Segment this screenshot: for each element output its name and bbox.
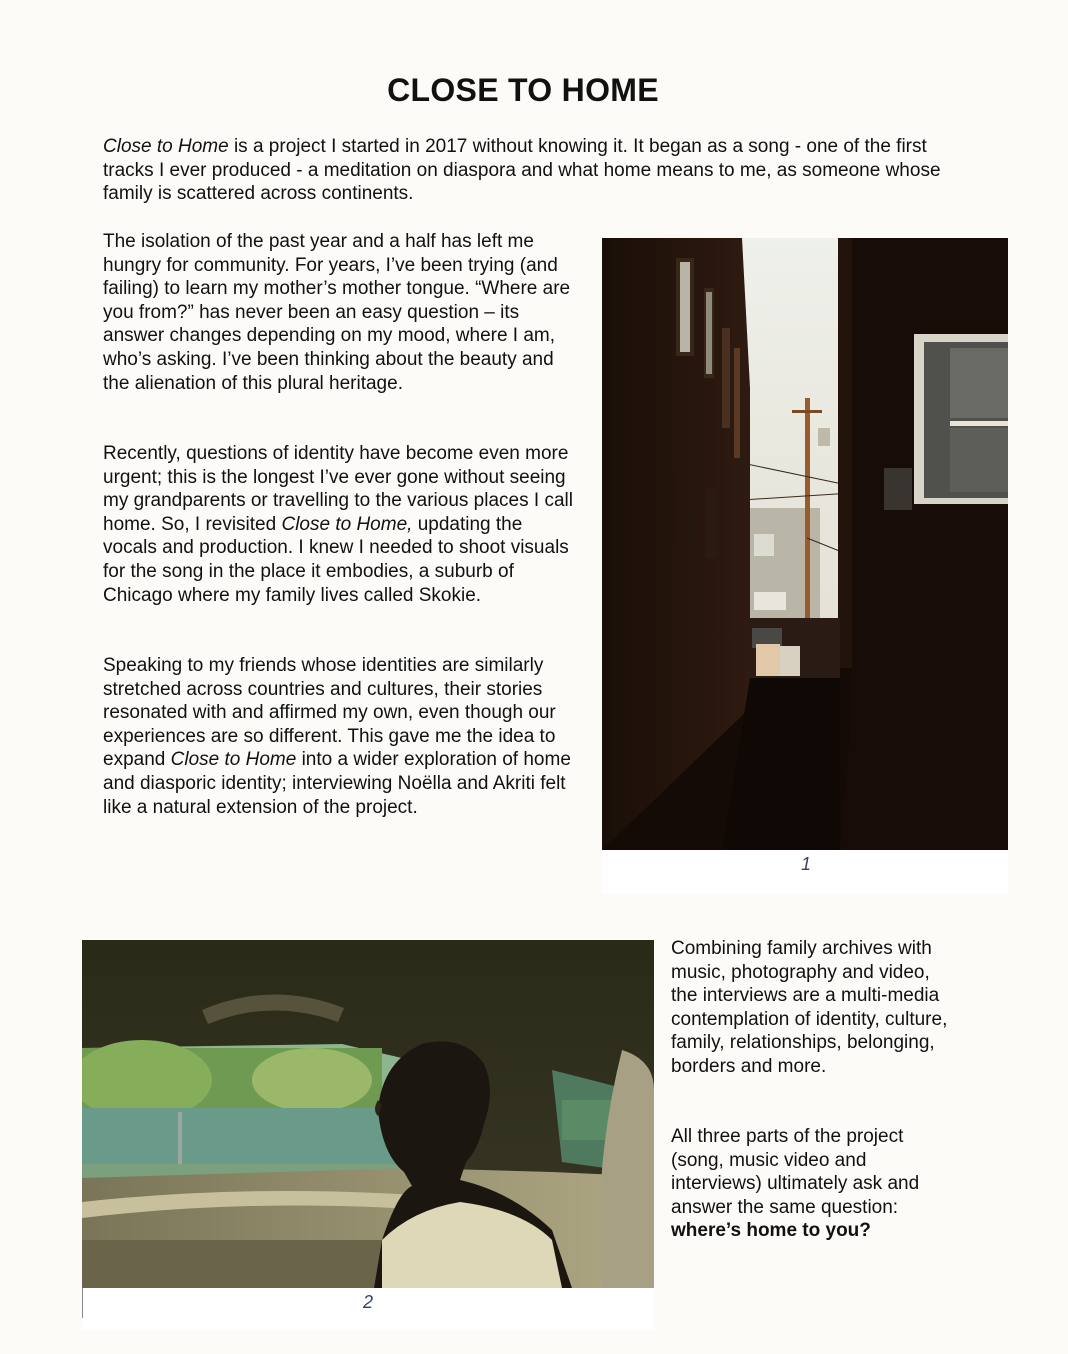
paragraph-friends-text-2: into a wider exploration of home and diasporic identity; interviewing Noëlla and Akriti felt like a natural extension of the project. bbox=[103, 749, 571, 818]
car-photo bbox=[82, 940, 654, 1288]
intro-text: is a project I started in 2017 without knowing it. It began as a song - one of the first tracks I ever produced - a meditation on diaspora and what home means to me, as someone whose family is scattered across continents. bbox=[103, 136, 941, 205]
figure-2-border bbox=[82, 1288, 83, 1318]
photo-caption-1: 1 bbox=[801, 854, 812, 874]
project-title-italic: Close to Home bbox=[103, 136, 229, 157]
paragraph-friends bbox=[103, 654, 581, 819]
closing-question: where’s home to you? bbox=[671, 1220, 871, 1242]
intro-paragraph bbox=[103, 135, 953, 206]
paragraph-isolation: The isolation of the past year and a half has left me hungry for community. For years, I’ve been trying (and failing) to learn my mother’s mother tongue. “Where are you from?” has never been an easy question – its answer changes depending on my mood, where I am, who’s asking. I’ve been thinking about the beauty and the alienation of this plural heritage. bbox=[103, 231, 571, 394]
alley-photo bbox=[602, 238, 1008, 850]
paragraph-identity-text-1: Recently, questions of identity have become even more urgent; this is the longest I’ve ever gone without seeing my grandparents or travelling to the various places I call home. So, I revisited bbox=[103, 443, 573, 535]
paragraph-question bbox=[671, 1125, 951, 1243]
paragraph-friends-text-1: Speaking to my friends whose identities are similarly stretched across countries and cultures, their stories resonated with and affirmed my own, even though our experiences are so different. This gave me the idea to expand bbox=[103, 655, 556, 771]
paragraph-identity-italic: Close to Home, bbox=[281, 513, 413, 535]
paragraph-question-text: All three parts of the project (song, music video and interviews) ultimately ask and answer the same question: bbox=[671, 1126, 920, 1218]
paragraph-friends-italic: Close to Home bbox=[170, 749, 297, 771]
car-photo-figure bbox=[82, 940, 654, 1330]
paragraph-archives: Combining family archives with music, photography and video, the interviews are a multi-media contemplation of identity, culture, family, relationships, belonging, borders and more. bbox=[671, 938, 948, 1077]
page-title: CLOSE TO HOME bbox=[387, 72, 659, 108]
paragraph-identity-text-2: updating the vocals and production. I knew I needed to shoot visuals for the song in the place it embodies, a suburb of Chicago where my family lives called Skokie. bbox=[103, 513, 569, 606]
alley-photo-figure bbox=[602, 238, 1008, 894]
paragraph-identity bbox=[103, 442, 581, 607]
photo-caption-2: 2 bbox=[363, 1292, 374, 1312]
